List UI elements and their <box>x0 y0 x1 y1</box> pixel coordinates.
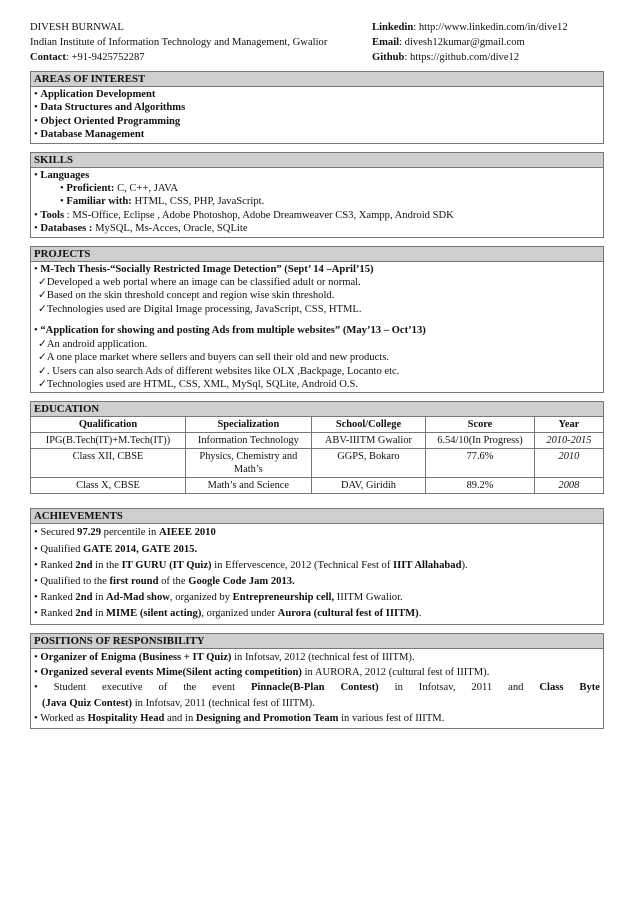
github-line <box>372 50 604 65</box>
linkedin-link[interactable]: : http://www.linkedin.com/in/dive12 <box>413 22 568 33</box>
areas-list <box>31 87 603 143</box>
bullet-icon: • <box>34 209 38 221</box>
table-cell: DAV, Giridih <box>311 478 425 494</box>
list-item: • Data Structures and Algorithms <box>34 102 186 114</box>
column-header: Score <box>426 417 535 433</box>
table-cell: 77.6% <box>426 449 535 478</box>
table-cell: 6.54/10(In Progress) <box>426 433 535 449</box>
responsibility-section <box>30 633 604 729</box>
institute-name: Indian Institute of Information Technology and Management, Gwalior <box>30 37 328 48</box>
checkmark-icon: ✓ <box>38 338 47 350</box>
checkmark-icon: ✓ <box>38 365 47 377</box>
resume-page <box>30 20 604 729</box>
responsibility-list <box>31 649 603 728</box>
list-item: ✓Technologies used are HTML, CSS, XML, MySql, SQLite, Android O.S. <box>38 378 359 390</box>
contact-value: : +91-9425752287 <box>65 52 145 63</box>
table-cell: GGPS, Bokaro <box>311 449 425 478</box>
table-row <box>31 433 603 449</box>
list-item: • Ranked 2nd in the IT GURU (IT Quiz) in Effervescence, 2012 (Technical Fest of IIIT Allahabad). <box>34 559 468 571</box>
list-item: • Qualified to the first round of the Google Code Jam 2013. <box>34 575 295 587</box>
header-left <box>30 20 370 65</box>
contact-label: Contact <box>30 52 66 63</box>
projects-section <box>30 246 604 394</box>
contact-line <box>30 50 370 65</box>
table-header-row <box>31 417 603 433</box>
table-cell: ABV-IIITM Gwalior <box>311 433 425 449</box>
table-cell: IPG(B.Tech(IT)+M.Tech(IT)) <box>31 433 185 449</box>
bullet-icon: • <box>60 183 64 195</box>
section-title: SKILLS <box>31 153 603 168</box>
column-header: Year <box>534 417 603 433</box>
list-item: ✓. Users can also search Ads of different websites like OLX ,Backpage, Locanto etc. <box>38 365 400 377</box>
list-item: • Databases : MySQL, Ms-Acces, Oracle, SQLite <box>34 223 248 235</box>
list-item: • Languages <box>34 169 90 181</box>
table-cell: 2010-2015 <box>534 433 603 449</box>
bullet-icon: • <box>34 115 38 127</box>
achievements-section <box>30 508 604 624</box>
list-item: ✓Based on the skin threshold concept and region wise skin threshold. <box>38 290 335 302</box>
list-item: • Familiar with: HTML, CSS, PHP, JavaScript. <box>60 196 265 208</box>
list-item: • Database Management <box>34 129 145 141</box>
list-item: ✓Developed a web portal where an image can be classified adult or normal. <box>38 277 361 289</box>
list-item: • Qualified GATE 2014, GATE 2015. <box>34 543 198 555</box>
list-item: • Ranked 2nd in MIME (silent acting), organized under Aurora (cultural fest of IIITM). <box>34 608 422 620</box>
bullet-icon: • <box>34 169 38 181</box>
table-row <box>31 449 603 478</box>
list-item: • Organizer of Enigma (Business + IT Quiz) in Infotsav, 2012 (technical fest of IIITM). <box>34 651 415 663</box>
list-item: • Ranked 2nd in Ad-Mad show, organized by Entrepreneurship cell, IIITM Gwalior. <box>34 592 403 604</box>
bullet-icon: • <box>34 263 38 275</box>
project-title: • M-Tech Thesis-“Socially Restricted Image Detection” (Sept’ 14 –April’15) <box>34 263 374 275</box>
linkedin-line <box>372 20 604 35</box>
section-title: ACHIEVEMENTS <box>31 509 603 524</box>
section-title: POSITIONS OF RESPONSIBILITY <box>31 634 603 649</box>
table-cell: Math’s and Science <box>185 478 311 494</box>
bullet-icon: • <box>60 196 64 208</box>
list-item: • Secured 97.29 percentile in AIEEE 2010 <box>34 527 216 539</box>
checkmark-icon: ✓ <box>38 352 47 364</box>
list-item: ✓Technologies used are Digital Image processing, JavaScript, CSS, HTML. <box>38 303 362 315</box>
education-section <box>30 401 604 494</box>
github-link[interactable]: : https://github.com/dive12 <box>404 52 520 63</box>
table-cell: 2010 <box>534 449 603 478</box>
bullet-icon: • <box>34 129 38 141</box>
achievements-list <box>31 524 603 623</box>
list-item: • Organized several events Mime(Silent acting competition) in AURORA, 2012 (cultural fest of IIITM). <box>34 666 490 678</box>
table-cell: Information Technology <box>185 433 311 449</box>
bullet-icon: • <box>34 102 38 114</box>
project-title: • “Application for showing and posting Ads from multiple websites” (May’13 – Oct’13) <box>34 325 426 337</box>
header-right <box>372 20 604 65</box>
education-table <box>31 417 603 493</box>
checkmark-icon: ✓ <box>38 277 47 289</box>
list-item: • Student executive of the event Pinnacle(B-Plan Contest) in Infotsav, 2011 and Class Byte <box>34 682 600 694</box>
list-item: • Object Oriented Programming <box>34 115 181 127</box>
resume-header <box>30 20 604 65</box>
skills-list <box>31 168 603 237</box>
table-row <box>31 478 603 494</box>
bullet-icon: • <box>34 223 38 235</box>
email-label: Email <box>372 37 400 48</box>
list-item: ✓A one place market where sellers and buyers can sell their old and new products. <box>38 352 390 364</box>
candidate-name: DIVESH BURNWAL <box>30 22 124 33</box>
checkmark-icon: ✓ <box>38 290 47 302</box>
list-item: ✓An android application. <box>38 338 148 350</box>
section-title: EDUCATION <box>31 402 603 417</box>
linkedin-label: Linkedin <box>372 22 414 33</box>
table-cell: Class XII, CBSE <box>31 449 185 478</box>
checkmark-icon: ✓ <box>38 303 47 315</box>
list-item: • Worked as Hospitality Head and in Designing and Promotion Team in various fest of IIITM. <box>34 713 445 725</box>
list-item: • Proficient: C, C++, JAVA <box>60 183 179 195</box>
github-label: Github <box>372 52 405 63</box>
column-header: School/College <box>311 417 425 433</box>
table-cell: 89.2% <box>426 478 535 494</box>
list-item-continuation: (Java Quiz Contest) in Infotsav, 2011 (technical fest of IIITM). <box>42 697 315 709</box>
areas-of-interest-section <box>30 71 604 144</box>
skills-section <box>30 152 604 238</box>
table-cell: Class X, CBSE <box>31 478 185 494</box>
column-header: Specialization <box>185 417 311 433</box>
email-link[interactable]: : divesh12kumar@gmail.com <box>399 37 525 48</box>
column-header: Qualification <box>31 417 185 433</box>
section-title: PROJECTS <box>31 247 603 262</box>
bullet-icon: • <box>34 325 38 337</box>
spacer <box>34 316 600 324</box>
list-item: • Application Development <box>34 89 156 100</box>
section-title: AREAS OF INTEREST <box>31 72 603 87</box>
table-cell: Physics, Chemistry and Math’s <box>185 449 311 478</box>
table-cell: 2008 <box>534 478 603 494</box>
bullet-icon: • <box>34 89 38 100</box>
projects-list <box>31 262 603 393</box>
checkmark-icon: ✓ <box>38 378 47 390</box>
list-item: • Tools : MS-Office, Eclipse , Adobe Photoshop, Adobe Dreamweaver CS3, Xampp, Android SDK <box>34 209 454 221</box>
email-line <box>372 35 604 50</box>
